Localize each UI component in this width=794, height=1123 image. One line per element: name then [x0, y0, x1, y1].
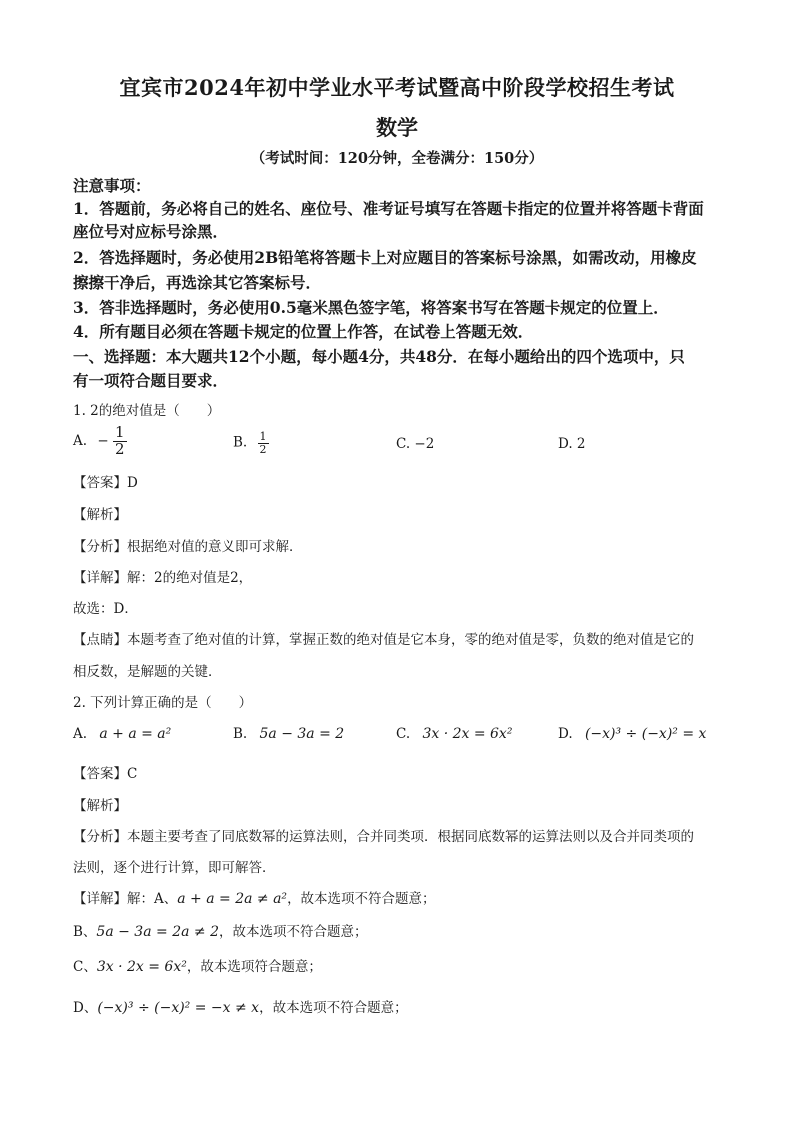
q2-option-b-label: B.	[233, 726, 248, 742]
q1-option-b-denominator: 2	[259, 442, 267, 456]
q2-detail-c	[73, 955, 322, 975]
q2-detail-b-suffix: ，故本选项不符合题意；	[218, 924, 368, 940]
exam-title: 宜宾市2024年初中学业水平考试暨高中阶段学校招生考试	[119, 75, 675, 100]
q2-fenxi-line-1: 【分析】本题主要考查了同底数幂的运算法则，合并同类项．根据同底数幂的运算法则以及合并同类项的	[73, 829, 694, 845]
q2-option-c	[396, 726, 512, 742]
q2-analysis-tag: 【解析】	[73, 798, 127, 814]
q1-option-b	[233, 431, 269, 455]
q2-detail-d-suffix: ，故本选项不符合题意；	[259, 1000, 408, 1016]
q2-option-a	[73, 726, 171, 742]
q2-fenxi-line-2: 法则，逐个进行计算，即可解答．	[73, 860, 276, 876]
section-1-heading-line-2: 有一项符合题目要求．	[73, 371, 229, 390]
q2-option-d-math: (−x)³ ÷ (−x)² = x	[584, 726, 707, 742]
q1-option-a	[73, 425, 127, 458]
q2-detail-c-suffix: ，故本选项符合题意；	[186, 959, 322, 975]
q1-fenxi: 【分析】根据绝对值的意义即可求解．	[73, 539, 303, 555]
note-1-line-2: 座位号对应标号涂黑．	[73, 222, 229, 241]
q2-stem: 2. 下列计算正确的是（ ）	[73, 695, 253, 711]
q2-detail-d-prefix: D、	[73, 1000, 98, 1016]
note-1-line-1: 1．答题前，务必将自己的姓名、座位号、准考证号填写在答题卡指定的位置并将答题卡背面	[73, 199, 704, 218]
q2-detail-c-prefix: C、	[73, 959, 97, 975]
q1-option-a-numerator: 1	[114, 423, 125, 441]
q1-stem: 1. 2的绝对值是（ ）	[73, 403, 221, 419]
notes-heading: 注意事项：	[73, 176, 151, 195]
note-4: 4．所有题目必须在答题卡规定的位置上作答，在试卷上答题无效．	[73, 322, 534, 341]
note-2-line-2: 擦擦干净后，再选涂其它答案标号．	[73, 273, 322, 292]
note-3: 3．答非选择题时，务必使用0.5毫米黑色签字笔，将答案书写在答题卡规定的位置上．	[73, 298, 669, 317]
q2-detail-a-prefix: 【详解】解：A、	[73, 891, 178, 907]
q1-analysis-tag: 【解析】	[73, 507, 127, 523]
q2-detail-a-math: a + a = 2a ≠ a²	[177, 891, 288, 907]
q1-xiangjie: 【详解】解：2的绝对值是2，	[73, 570, 253, 586]
q1-dianjing-line-1: 【点睛】本题考查了绝对值的计算，掌握正数的绝对值是它本身，零的绝对值是零，负数的绝对值是它的	[73, 632, 694, 648]
q2-option-d-label: D.	[558, 726, 573, 742]
q1-option-a-label: A.	[73, 432, 88, 449]
q2-detail-d-math: (−x)³ ÷ (−x)² = −x ≠ x	[97, 1000, 260, 1016]
q1-choose: 故选：D．	[73, 601, 138, 617]
exam-time-info: （考试时间：120分钟，全卷满分：150分）	[250, 150, 544, 167]
q1-dianjing-line-2: 相反数，是解题的关键．	[73, 664, 222, 680]
subject-title: 数学	[376, 115, 418, 140]
q2-detail-a	[73, 887, 436, 907]
q1-answer: 【答案】D	[73, 475, 138, 491]
q2-detail-a-suffix: ，故本选项不符合题意；	[287, 891, 436, 907]
q1-option-b-numerator: 1	[259, 430, 267, 443]
q1-option-d: D. 2	[558, 436, 586, 452]
q1-option-a-fraction	[113, 425, 127, 458]
q2-option-b-math: 5a − 3a = 2	[259, 726, 345, 742]
q1-option-c: C. −2	[396, 436, 435, 452]
q2-detail-d	[73, 996, 408, 1016]
q1-option-a-denominator: 2	[114, 439, 125, 458]
section-1-heading-line-1: 一、选择题：本大题共12个小题，每小题4分，共48分．在每小题给出的四个选项中，只	[73, 347, 685, 366]
q2-detail-b	[73, 920, 367, 940]
q2-option-a-math: a + a = a²	[99, 726, 172, 742]
q2-option-c-math: 3x · 2x = 6x²	[422, 726, 513, 742]
q2-detail-c-math: 3x · 2x = 6x²	[96, 959, 187, 975]
q2-detail-b-prefix: B、	[73, 924, 97, 940]
q2-option-b	[233, 726, 344, 742]
q2-answer: 【答案】C	[73, 766, 138, 782]
q1-option-b-fraction	[258, 431, 269, 455]
q2-option-c-label: C.	[396, 726, 411, 742]
q1-option-b-label: B.	[233, 434, 248, 451]
q2-option-d	[558, 726, 706, 742]
note-2-line-1: 2．答选择题时，务必使用2B铅笔将答题卡上对应题目的答案标号涂黑，如需改动，用橡皮	[73, 248, 697, 267]
q2-option-a-label: A.	[73, 726, 88, 742]
q2-detail-b-math: 5a − 3a = 2a ≠ 2	[96, 924, 219, 940]
q1-option-a-sign: −	[97, 432, 109, 449]
